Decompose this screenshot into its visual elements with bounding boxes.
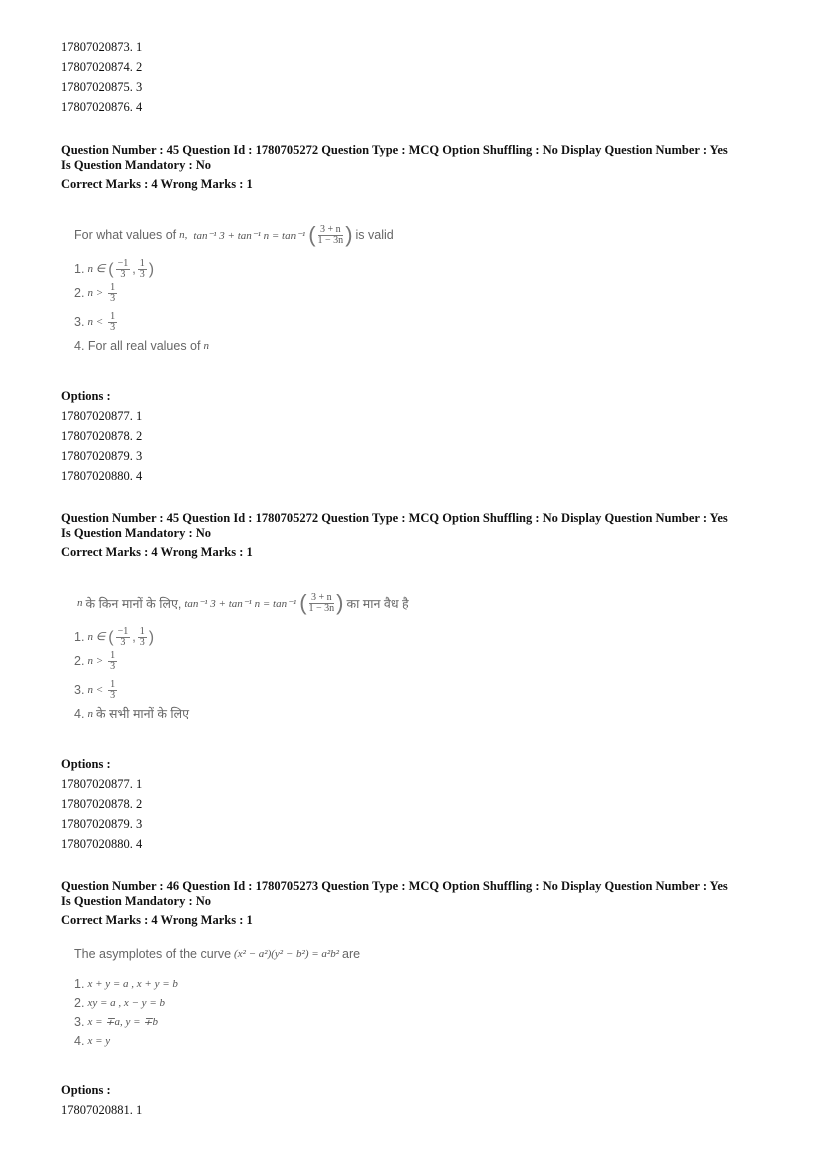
question-image — [74, 941, 360, 1051]
choice-4: 4. For all real values of n — [74, 339, 209, 353]
choice-2: 2. n > $\frac{1}{3}$ — [74, 650, 116, 672]
choice-2: 2. xy = a , x − y = b — [74, 996, 165, 1010]
options-label: Options : — [61, 757, 111, 771]
option-item: 17807020877. 1 — [61, 777, 143, 791]
question-meta: Question Number : 46 Question Id : 1780705273 Question Type : MCQ Option Shuffling : No Display Question Number : Yes — [61, 879, 728, 893]
options-list — [61, 386, 142, 486]
options-label: Options : — [61, 389, 111, 403]
question-header — [61, 511, 728, 560]
options-list — [61, 754, 142, 854]
option-item: 17807020878. 2 — [61, 797, 143, 811]
choice-1: 1. n ∈ ( $\frac{-1}{3}$ , $\frac{1}{3}$ ) — [74, 258, 155, 280]
option-item: 17807020881. 1 — [61, 1103, 143, 1117]
option-item: 17807020874. 2 — [61, 60, 143, 74]
choice-4: 4. x = y — [74, 1034, 111, 1048]
question-stem: For what values of n, tan⁻¹ 3 + tan⁻¹ n = tan⁻¹ ( $\frac{3 + n}{1 - 3n}$ ) is valid — [74, 222, 394, 247]
option-item: 17807020875. 3 — [61, 80, 143, 94]
question-image — [74, 588, 409, 724]
stem-math: tan⁻¹ 3 + tan⁻¹ n = tan⁻¹ — [193, 229, 306, 242]
question-image — [74, 220, 394, 356]
question-marks: Correct Marks : 4 Wrong Marks : 1 — [61, 177, 253, 191]
stem-math: n, — [179, 229, 188, 241]
choice-2: 2. n > $\frac{1}{3}$ — [74, 282, 116, 304]
choice-1: 1. n ∈ ( $\frac{-1}{3}$ , $\frac{1}{3}$ ) — [74, 626, 155, 648]
choice-3: 3. n < $\frac{1}{3}$ — [74, 311, 116, 333]
options-list — [61, 1080, 142, 1120]
option-item: 17807020873. 1 — [61, 40, 143, 54]
choice-3: 3. n < $\frac{1}{3}$ — [74, 679, 116, 701]
option-item: 17807020880. 4 — [61, 837, 143, 851]
question-meta: Question Number : 45 Question Id : 1780705272 Question Type : MCQ Option Shuffling : No Display Question Number : Yes — [61, 511, 728, 525]
choice-1: 1. x + y = a , x + y = b — [74, 977, 178, 991]
question-header — [61, 879, 728, 928]
question-mandatory: Is Question Mandatory : No — [61, 158, 212, 172]
option-item: 17807020877. 1 — [61, 409, 143, 423]
fraction-numerator: 3 + n — [320, 223, 341, 235]
stem-text: is valid — [355, 228, 394, 242]
choice-4: 4. n के सभी मानों के लिए — [74, 707, 190, 721]
fraction-denominator: 1 − 3n — [317, 234, 344, 246]
option-item: 17807020876. 4 — [61, 100, 143, 114]
question-mandatory: Is Question Mandatory : No — [61, 526, 212, 540]
question-marks: Correct Marks : 4 Wrong Marks : 1 — [61, 545, 253, 559]
option-item: 17807020880. 4 — [61, 469, 143, 483]
stem-text: For what values of — [74, 228, 177, 242]
previous-options-list — [61, 37, 142, 117]
choice-3: 3. x = ∓a, y = ∓b — [74, 1015, 158, 1029]
question-meta: Question Number : 45 Question Id : 1780705272 Question Type : MCQ Option Shuffling : No Display Question Number : Yes — [61, 143, 728, 157]
option-item: 17807020879. 3 — [61, 449, 143, 463]
question-marks: Correct Marks : 4 Wrong Marks : 1 — [61, 913, 253, 927]
option-item: 17807020878. 2 — [61, 429, 143, 443]
question-stem: The asymplotes of the curve (x² − a²)(y² − b²) = a²b² are — [74, 947, 361, 961]
options-label: Options : — [61, 1083, 111, 1097]
question-mandatory: Is Question Mandatory : No — [61, 894, 212, 908]
question-header — [61, 143, 728, 192]
option-item: 17807020879. 3 — [61, 817, 143, 831]
question-stem: n के किन मानों के लिए, tan⁻¹ 3 + tan⁻¹ n = tan⁻¹ ( $\frac{3 + n}{1 - 3n}$ ) का मान वैध है — [77, 590, 409, 615]
